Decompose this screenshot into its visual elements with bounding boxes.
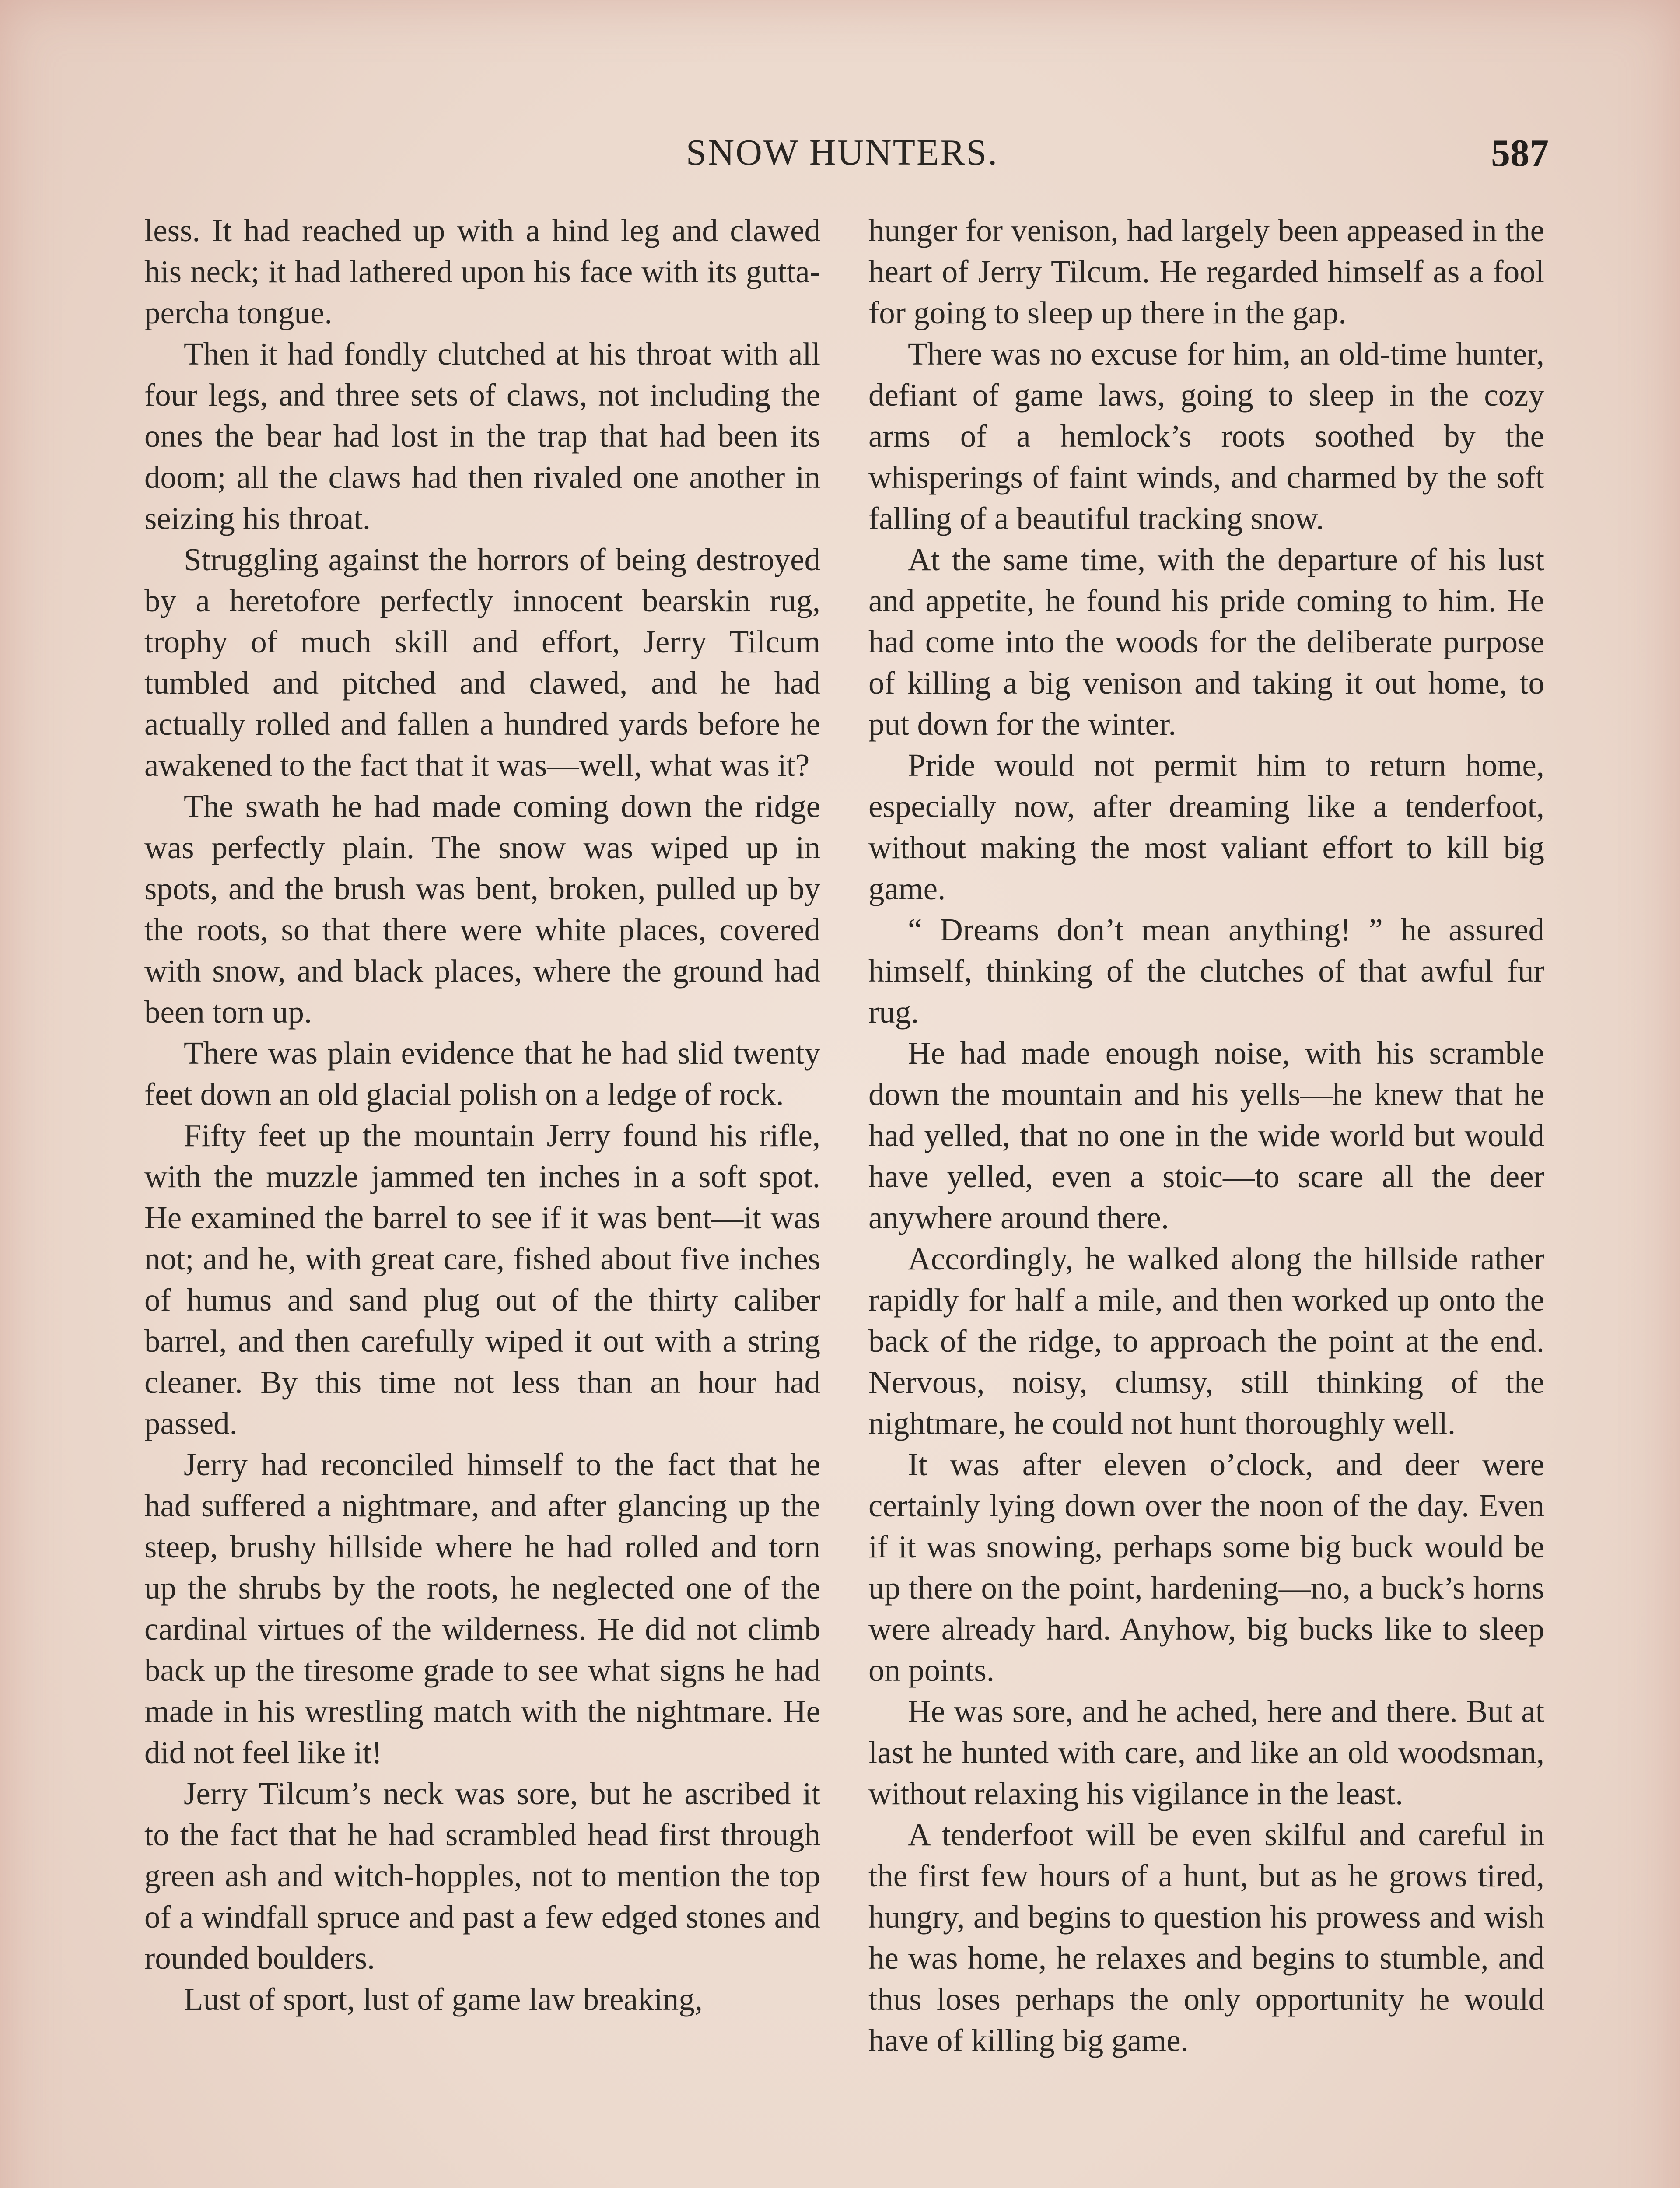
paragraph: hunger for venison, had largely been appeased in the heart of Jerry Tilcum. He regarded himself as a fool for going to sleep up there in the gap. <box>868 213 1544 330</box>
paragraph: There was plain evidence that he had slid twenty feet down an old glacial polish on a ledge of rock. <box>144 1035 820 1112</box>
running-head: SNOW HUNTERS. <box>686 132 999 173</box>
paragraph: Accordingly, he walked along the hillside rather rapidly for half a mile, and then worked up onto the back of the ridge, to approach the point at the end. Nervous, noisy, clumsy, still thinking of the nightmare, he could not hunt thoroughly well. <box>868 1241 1544 1441</box>
paragraph: Pride would not permit him to return home, especially now, after dreaming like a tenderfoot, without making the most valiant effort to kill big game. <box>868 747 1544 906</box>
paragraph: It was after eleven o’clock, and deer were certainly lying down over the noon of the day. Even if it was snowing, perhaps some big buck would be up there on the point, hardening—no, a buck’s horns were already hard. Anyhow, big bucks like to sleep on points. <box>868 1447 1544 1688</box>
paragraph: Jerry had reconciled himself to the fact that he had suffered a nightmare, and after glancing up the steep, brushy hillside where he had rolled and torn up the shrubs by the roots, he neglected one of the cardinal virtues of the wilderness. He did not climb back up the tiresome grade to see what signs he had made in his wrestling match with the nightmare. He did not feel like it! <box>144 1447 820 1770</box>
text-columns <box>144 210 1544 2188</box>
paragraph: He had made enough noise, with his scramble down the mountain and his yells—he knew that he had yelled, that no one in the wide world but would have yelled, even a stoic—to scare all the deer anywhere around there. <box>868 1035 1544 1235</box>
left-column <box>144 210 820 2188</box>
paragraph: There was no excuse for him, an old-time hunter, defiant of game laws, going to sleep in the cozy arms of a hemlock’s roots soothed by the whisperings of faint winds, and charmed by the soft falling of a beautiful tracking snow. <box>868 336 1544 536</box>
paragraph: He was sore, and he ached, here and there. But at last he hunted with care, and like an old woodsman, without relaxing his vigilance in the least. <box>868 1694 1544 1811</box>
paragraph: less. It had reached up with a hind leg and clawed his neck; it had lathered upon his face with its gutta-percha tongue. <box>144 213 820 330</box>
paragraph: Struggling against the horrors of being destroyed by a heretofore perfectly innocent bearskin rug, trophy of much skill and effort, Jerry Tilcum tumbled and pitched and clawed, and he had actually rolled and fallen a hundred yards before he awakened to the fact that it was—well, what was it? <box>144 542 820 783</box>
paragraph: Fifty feet up the mountain Jerry found his rifle, with the muzzle jammed ten inches in a soft spot. He examined the barrel to see if it was bent—it was not; and he, with great care, fished about five inches of humus and sand plug out of the thirty caliber barrel, and then carefully wiped it out with a string cleaner. By this time not less than an hour had passed. <box>144 1118 820 1441</box>
paragraph: Then it had fondly clutched at his throat with all four legs, and three sets of claws, not including the ones the bear had lost in the trap that had been its doom; all the claws had then rivaled one another in seizing his throat. <box>144 336 820 536</box>
paragraph: The swath he had made coming down the ridge was perfectly plain. The snow was wiped up in spots, and the brush was bent, broken, pulled up by the roots, so that there were white places, covered with snow, and black places, where the ground had been torn up. <box>144 789 820 1030</box>
page-header <box>136 131 1549 179</box>
paragraph: At the same time, with the departure of his lust and appetite, he found his pride coming to him. He had come into the woods for the deliberate purpose of killing a big venison and taking it out home, to put down for the winter. <box>868 542 1544 742</box>
right-column <box>868 210 1544 2188</box>
page-number: 587 <box>1491 132 1549 175</box>
paragraph: Lust of sport, lust of game law breaking, <box>184 1981 703 2017</box>
paragraph: A tenderfoot will be even skilful and careful in the first few hours of a hunt, but as he grows tired, hungry, and begins to question his prowess and wish he was home, he relaxes and begins to stumble, and thus loses perhaps the only opportunity he would have of killing big game. <box>868 1817 1544 2058</box>
paragraph: “ Dreams don’t mean anything! ” he assured himself, thinking of the clutches of that awful fur rug. <box>868 912 1544 1030</box>
paragraph: Jerry Tilcum’s neck was sore, but he ascribed it to the fact that he had scrambled head first through green ash and witch-hopples, not to mention the top of a windfall spruce and past a few edged stones and rounded boulders. <box>144 1776 820 1976</box>
